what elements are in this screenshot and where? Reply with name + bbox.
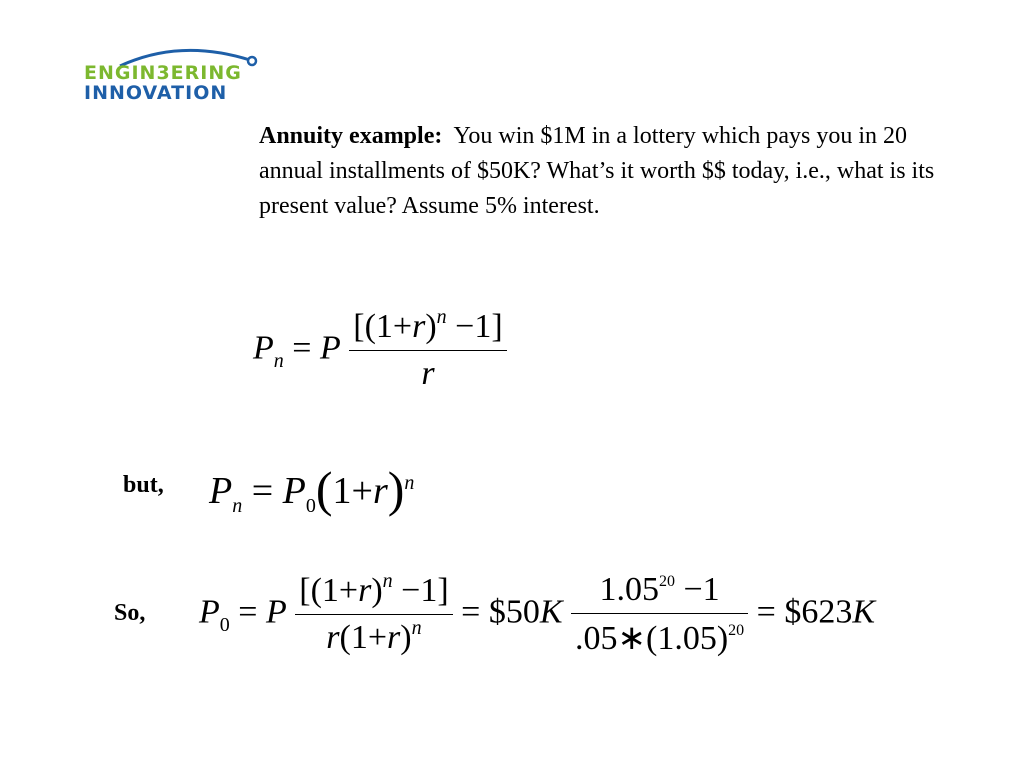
eq1-fraction bbox=[349, 308, 506, 393]
eq2-exp: n bbox=[404, 472, 415, 494]
eq1-denominator: r bbox=[349, 350, 506, 393]
eq3-fraction-2 bbox=[571, 571, 748, 658]
engineering-innovation-logo bbox=[80, 42, 284, 108]
eq1-num-pre: [(1+ bbox=[353, 308, 413, 345]
eq3-f1-num-post: −1] bbox=[392, 572, 449, 609]
eq2-rhs: P bbox=[282, 470, 306, 512]
intro-body: You win $1M in a lottery which pays you in 20 annual installments of $50K? What’s it worth $$ today, i.e., what is its present value? Assume 5% interest. bbox=[259, 123, 935, 219]
present-value-formula bbox=[199, 571, 875, 658]
eq1-num-mid: ) bbox=[425, 308, 437, 345]
eq3-frac2-numerator bbox=[571, 571, 748, 613]
eq3-equals-2: = $50 bbox=[461, 593, 540, 631]
eq1-num-post: −1] bbox=[446, 308, 503, 345]
eq1-lhs-sub: n bbox=[273, 350, 284, 373]
eq3-f1-den-mid: ) bbox=[400, 619, 412, 656]
logo-line-innovation: INNOVATION bbox=[84, 82, 228, 104]
intro-heading: Annuity example: bbox=[259, 123, 443, 149]
eq3-f2-num-post: −1 bbox=[674, 571, 720, 608]
eq3-frac1-denominator bbox=[295, 614, 452, 657]
eq3-f1-num-pre: [(1+ bbox=[299, 572, 359, 609]
eq2-rhs-sub: 0 bbox=[305, 495, 316, 517]
eq3-f1-den-var2: r bbox=[387, 619, 401, 656]
eq2-open-paren: ( bbox=[315, 461, 333, 517]
but-label: but, bbox=[123, 472, 164, 498]
eq2-var: r bbox=[372, 470, 388, 512]
eq3-k2: K bbox=[852, 593, 876, 631]
eq3-f1-num-exp: n bbox=[382, 570, 393, 592]
eq2-equals: = bbox=[251, 470, 274, 512]
eq3-f2-den-exp: 20 bbox=[728, 622, 745, 639]
eq3-f2-num-base: 1.05 bbox=[599, 571, 659, 608]
compound-formula bbox=[209, 457, 414, 515]
logo-line-engineering: ENGIN3ERING bbox=[84, 62, 242, 84]
eq2-close-paren: ) bbox=[387, 461, 405, 517]
eq1-numerator bbox=[349, 308, 506, 350]
eq1-num-exp: n bbox=[436, 306, 447, 328]
eq2-lhs-sub: n bbox=[232, 495, 243, 517]
eq3-f1-den-pre: (1+ bbox=[339, 619, 388, 656]
so-label: So, bbox=[114, 600, 146, 626]
eq1-equals: = bbox=[292, 329, 312, 367]
eq3-frac1-numerator bbox=[295, 572, 452, 614]
eq3-f1-den-var: r bbox=[326, 619, 340, 656]
eq3-coef: P bbox=[265, 593, 287, 631]
eq3-f2-den-pre: .05∗(1.05) bbox=[575, 620, 729, 657]
eq3-lhs: P bbox=[199, 593, 220, 631]
eq3-lhs-sub: 0 bbox=[219, 614, 230, 637]
eq1-coef: P bbox=[319, 329, 341, 367]
eq3-fraction-1 bbox=[295, 572, 452, 657]
eq3-f1-den-exp: n bbox=[411, 617, 422, 639]
eq1-lhs: P bbox=[253, 329, 274, 367]
intro-paragraph bbox=[259, 119, 949, 224]
eq3-f1-num-var: r bbox=[358, 572, 372, 609]
eq3-f2-num-exp: 20 bbox=[658, 573, 675, 590]
eq2-lhs: P bbox=[209, 470, 233, 512]
annuity-formula bbox=[253, 308, 507, 393]
eq3-frac2-denominator bbox=[571, 613, 748, 658]
eq3-k1: K bbox=[539, 593, 563, 631]
eq3-equals: = bbox=[238, 593, 258, 631]
eq1-num-var: r bbox=[412, 308, 426, 345]
eq3-equals-3: = $623 bbox=[756, 593, 853, 631]
eq3-f1-num-mid: ) bbox=[371, 572, 383, 609]
eq2-inner: 1+ bbox=[332, 470, 373, 512]
